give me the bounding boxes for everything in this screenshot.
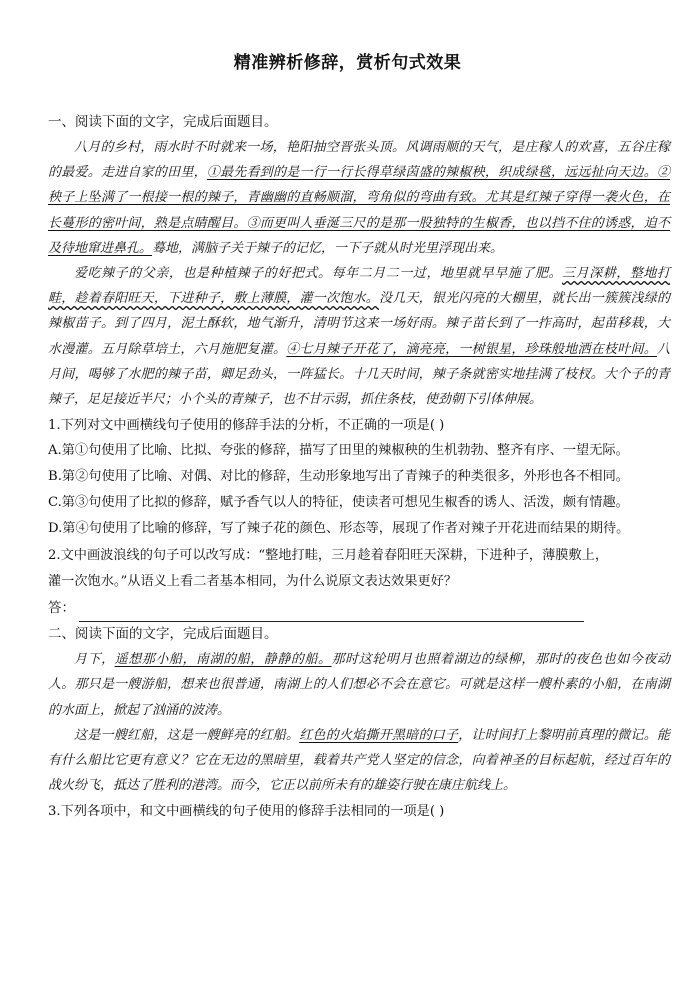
question-1: 1.下列对文中画横线句子使用的修辞手法的分析，不正确的一项是( ) — [48, 418, 445, 434]
question-1-option-b: B.第②句使用了比喻、对偶、对比的修辞，生动形象地写出了青辣子的种类很多，外形也各不相同。 — [48, 469, 629, 485]
text-run: 这是一艘红船，这是一艘鲜亮的红船。 — [74, 727, 300, 743]
passage2-paragraph2 — [48, 723, 670, 799]
text-run: 八月的乡村，雨水时不时就来一场，艳阳抽空晋张头顶。风调雨顺的天气，是庄稼人的欢喜，五谷庄稼的最爱。走进自家的田里， — [48, 140, 670, 181]
question-3: 3.下列各项中，和文中画横线的句子使用的修辞手法相同的一项是( ) — [48, 804, 445, 820]
wavy-underlined-sentence: 三月深耕，整地打畦，趁着春阳旺天，下进种子，敷上薄膜，灌一次饱水。 — [48, 266, 670, 307]
answer-label: 答： — [48, 600, 75, 617]
text-run: 蓦地，满脑子关于辣子的记忆，一下子就从时光里浮现出来。 — [152, 240, 504, 256]
text-run: 爱吃辣子的父亲，也是种植辣子的好把式。每年二月二一过，地里就早早施了肥。 — [74, 266, 563, 282]
text-run: 没几天，银光闪亮的大棚里，就长出一簇簇浅绿的辣椒苗子。到了四月，泥土酥软，地气渐升，清明节这来一场好雨。辣子苗长到了一拃高时，起苗移栽，大水漫灌。五月除草培土，六月施肥复灌。 — [48, 291, 670, 357]
question-1-option-a: A.第①句使用了比喻、比拟、夸张的修辞，描写了田里的辣椒秧的生机勃勃、整齐有序、一望无际。 — [48, 443, 629, 459]
section2-heading: 二、阅读下面的文字，完成后面题目。 — [48, 626, 278, 643]
underlined-sentence: 遥想那小船，南湖的船，静静的船。 — [114, 652, 332, 668]
answer-line[interactable] — [79, 607, 584, 622]
text-run: ，让时间打上黎明前真理的微记。能有什么船比它更有意义？它在无边的黑暗里，载着共产党人坚定的信念，向着神圣的目标起航，经过百年的战火纷飞，抵达了胜利的港湾。而今，它正以前所未有的雄姿行驶在康庄航线上。 — [48, 727, 670, 794]
passage1-paragraph2 — [48, 261, 670, 412]
passage2-paragraph1 — [48, 647, 670, 723]
passage1-paragraph1 — [48, 135, 670, 261]
underlined-sentence: 红色的火焰撕开黑暗的口子 — [299, 727, 459, 743]
text-run: 八月间，喝够了水肥的辣子苗，卿足劲头，一阵猛长。十几天时间，辣子条就密实地挂满了枝杈。大个子的青辣子，足足接近半尺；小个头的青辣子，也不甘示弱，抓住条枝，使劲朝下引体伸展。 — [48, 341, 670, 408]
text-run: 那时这轮明月也照着湖边的绿柳，那时的夜色也如今夜动人。那只是一艘游船，想来也很普通，南湖上的人们想必不会在意它。可就是这样一艘朴素的小船，在南湖的水面上，掀起了汹涌的波涛。 — [48, 652, 670, 718]
underlined-sentence: ④七月辣子开花了，滴亮亮，一树银星，珍珠般地洒在枝叶间。 — [286, 341, 657, 357]
underlined-sentence: ①最先看到的是一行一行长得草绿茵盛的辣椒秧，织成绿毯，远远扯向天边。 — [206, 165, 657, 181]
underlined-sentence: ②秧子上坠满了一根接一根的辣子，青幽幽的直畅顺溜，弯角似的弯曲有致。 — [48, 165, 670, 206]
section1-heading: 一、阅读下面的文字，完成后面题目。 — [48, 114, 278, 130]
question-2-line2: 灌一次饱水。”从语义上看二者基本相同，为什么说原文表达效果更好？ — [48, 574, 457, 590]
question-1-option-d: D.第④句使用了比喻的修辞，写了辣子花的颜色、形态等，展现了作者对辣子开花进而结果的期待。 — [48, 521, 630, 537]
underlined-sentence: ③而更叫人垂涎三尺的是那一股独特的生椒香，也以挡不住的诱惑，迫不及待地窜进鼻孔。 — [48, 215, 670, 256]
question-2-line1: 2.文中画波浪线的句子可以改写成：“整地打畦，三月趁着春阳旺天深耕，下进种子，薄膜敷上， — [48, 548, 609, 564]
document-body — [48, 110, 670, 824]
answer-row — [48, 594, 670, 622]
page-title: 精准辨析修辞，赏析句式效果 — [233, 53, 462, 73]
text-run: 月下， — [74, 652, 115, 668]
underlined-sentence: 尤其是红辣子穿得一袭火色，在长蔓形的密叶间，熟是点睛醒目。 — [48, 190, 670, 231]
question-1-option-c: C.第③句使用了比拟的修辞，赋予香气以人的特征，使读者可想见生椒香的诱人、活泼，颇有情趣。 — [48, 495, 629, 511]
